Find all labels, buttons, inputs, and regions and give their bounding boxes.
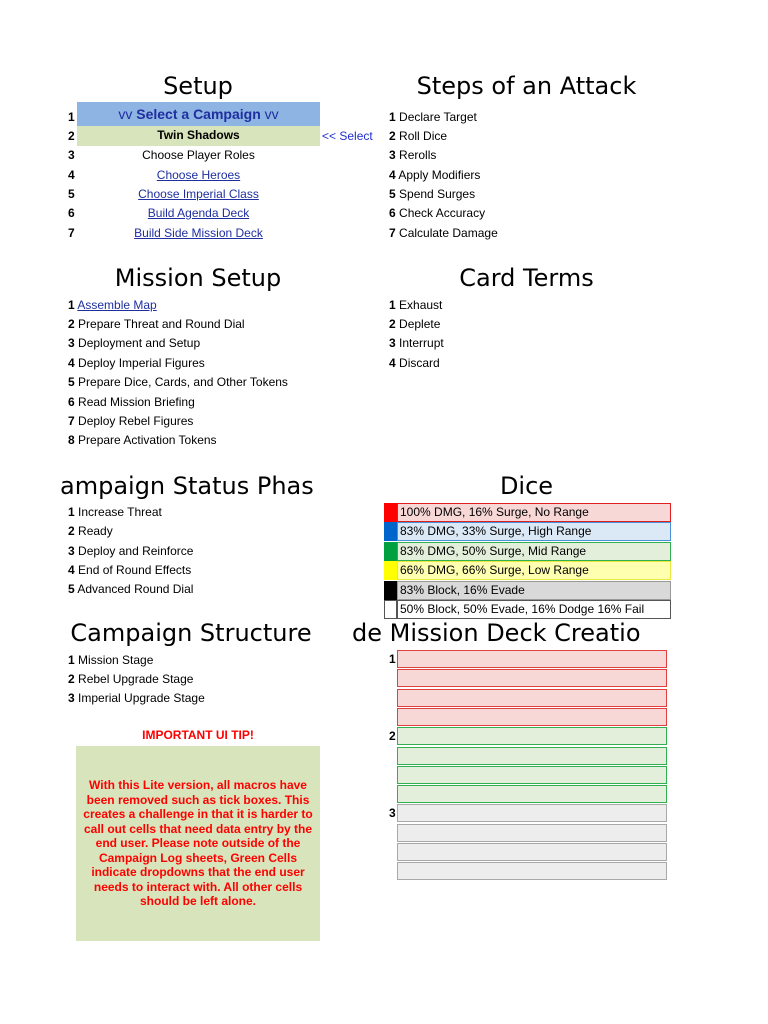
side-mission-card-cell[interactable]	[397, 824, 667, 842]
expansion-select-cell[interactable]: Twin Shadows	[77, 126, 320, 146]
mission-setup-step	[68, 354, 205, 374]
attack-step-num: 2	[389, 129, 396, 143]
attack-step-num: 6	[389, 206, 396, 220]
choose-imperial-class-text: Choose Imperial Class	[138, 187, 259, 201]
side-mission-group-num: 3	[389, 806, 396, 821]
attack-step-num: 3	[389, 148, 396, 162]
setup-num-2: 2	[68, 129, 75, 143]
campaign-structure-text: Imperial Upgrade Stage	[78, 691, 205, 705]
side-mission-card-cell[interactable]	[397, 804, 667, 822]
mission-setup-text: Prepare Threat and Round Dial	[78, 317, 245, 331]
card-term-text: Interrupt	[399, 336, 444, 350]
status-phase-text: Ready	[78, 524, 113, 538]
mission-setup-step	[68, 393, 195, 413]
dice-color-swatch	[384, 522, 397, 541]
campaign-structure-title: Campaign Structure	[70, 619, 312, 647]
side-mission-card-cell[interactable]	[397, 747, 667, 765]
build-side-mission-deck-text: Build Side Mission Deck	[134, 226, 263, 240]
dice-title: Dice	[499, 472, 554, 500]
dice-color-swatch	[384, 600, 397, 619]
attack-step-text: Declare Target	[399, 110, 477, 124]
side-mission-card-cell[interactable]	[397, 843, 667, 861]
side-mission-title: de Mission Deck Creatio	[352, 619, 641, 647]
dice-color-swatch	[384, 561, 397, 580]
setup-title: Setup	[163, 72, 233, 100]
attack-step	[389, 146, 436, 166]
campaign-select-cell[interactable]	[77, 102, 320, 126]
attack-step-num: 4	[389, 168, 396, 182]
status-phase-title: ampaign Status Phas	[60, 472, 314, 500]
side-mission-card-cell[interactable]	[397, 862, 667, 880]
attack-step-num: 7	[389, 226, 396, 240]
dice-row	[384, 503, 669, 522]
mission-setup-num: 1	[68, 298, 75, 312]
dice-row	[384, 522, 669, 541]
card-term	[389, 334, 444, 354]
status-phase-text: Advanced Round Dial	[77, 582, 194, 596]
setup-num-5: 5	[68, 187, 75, 201]
status-phase-text: Deploy and Reinforce	[78, 544, 194, 558]
dice-row	[384, 581, 669, 600]
campaign-structure-step	[68, 670, 193, 690]
mission-setup-step[interactable]	[68, 296, 157, 316]
dice-row	[384, 600, 669, 619]
card-term-text: Deplete	[399, 317, 441, 331]
dice-color-swatch	[384, 503, 397, 522]
attack-step	[389, 204, 485, 224]
campaign-structure-num: 1	[68, 653, 75, 667]
dice-description: 83% DMG, 50% Surge, Mid Range	[397, 542, 671, 561]
mission-setup-text: Prepare Activation Tokens	[78, 433, 217, 447]
side-mission-card-cell[interactable]	[397, 650, 667, 668]
mission-setup-title: Mission Setup	[114, 264, 282, 292]
card-term-text: Discard	[399, 356, 440, 370]
select-hint: << Select	[322, 129, 373, 143]
campaign-structure-text: Rebel Upgrade Stage	[78, 672, 194, 686]
card-term-num: 2	[389, 317, 396, 331]
attack-step-text: Rerolls	[399, 148, 437, 162]
assemble-map-link[interactable]: Assemble Map	[77, 298, 157, 312]
side-mission-card-cell[interactable]	[397, 689, 667, 707]
attack-step-text: Check Accuracy	[399, 206, 486, 220]
mission-setup-num: 7	[68, 414, 75, 428]
card-term	[389, 354, 440, 374]
status-phase-step	[68, 561, 191, 581]
setup-num-4: 4	[68, 168, 75, 182]
status-phase-text: Increase Threat	[78, 505, 162, 519]
setup-num-6: 6	[68, 206, 75, 220]
side-mission-group-num: 2	[389, 729, 396, 744]
dice-description: 66% DMG, 66% Surge, Low Range	[397, 561, 671, 580]
side-mission-card-cell[interactable]	[397, 766, 667, 784]
mission-setup-text: Prepare Dice, Cards, and Other Tokens	[78, 375, 288, 389]
setup-num-1: 1	[68, 110, 75, 124]
attack-step-text: Roll Dice	[399, 129, 448, 143]
status-phase-num: 1	[68, 505, 75, 519]
card-term	[389, 315, 440, 335]
build-side-mission-deck-link[interactable]	[77, 224, 320, 244]
side-mission-card-cell[interactable]	[397, 708, 667, 726]
campaign-structure-text: Mission Stage	[78, 653, 154, 667]
campaign-structure-step	[68, 689, 205, 709]
card-term-num: 3	[389, 336, 396, 350]
mission-setup-num: 2	[68, 317, 75, 331]
status-phase-num: 4	[68, 563, 75, 577]
campaign-select-suffix: vv	[260, 106, 279, 122]
status-phase-step	[68, 580, 193, 600]
mission-setup-step	[68, 334, 200, 354]
build-agenda-deck-link[interactable]	[77, 204, 320, 224]
dice-description: 83% DMG, 33% Surge, High Range	[397, 522, 671, 541]
mission-setup-num: 5	[68, 375, 75, 389]
mission-setup-step	[68, 373, 288, 393]
card-term-text: Exhaust	[399, 298, 443, 312]
campaign-structure-step	[68, 651, 153, 671]
side-mission-group-num: 1	[389, 652, 396, 666]
attack-step	[389, 127, 447, 147]
dice-description: 100% DMG, 16% Surge, No Range	[397, 503, 671, 522]
mission-setup-text: Read Mission Briefing	[78, 395, 195, 409]
side-mission-card-cell[interactable]	[397, 727, 667, 745]
attack-step	[389, 166, 480, 186]
choose-heroes-link[interactable]	[77, 166, 320, 186]
status-phase-text: End of Round Effects	[78, 563, 192, 577]
dice-description: 83% Block, 16% Evade	[397, 581, 671, 600]
attack-step-num: 5	[389, 187, 396, 201]
card-term-num: 4	[389, 356, 396, 370]
build-agenda-deck-text: Build Agenda Deck	[147, 206, 250, 220]
attack-step-text: Spend Surges	[399, 187, 476, 201]
mission-setup-step	[68, 315, 245, 335]
status-phase-num: 5	[68, 582, 75, 596]
side-mission-card-cell[interactable]	[397, 785, 667, 803]
choose-player-roles: Choose Player Roles	[142, 148, 255, 162]
status-phase-step	[68, 522, 113, 542]
card-terms-title: Card Terms	[459, 264, 594, 292]
attack-step-num: 1	[389, 110, 396, 124]
choose-heroes-text: Choose Heroes	[156, 168, 241, 182]
status-phase-step	[68, 503, 162, 523]
setup-num-3: 3	[68, 148, 75, 162]
setup-num-7: 7	[68, 226, 75, 240]
attack-step	[389, 185, 475, 205]
mission-setup-text: Deploy Imperial Figures	[78, 356, 205, 370]
dice-description: 50% Block, 50% Evade, 16% Dodge 16% Fail	[397, 600, 671, 619]
status-phase-num: 3	[68, 544, 75, 558]
campaign-structure-num: 2	[68, 672, 75, 686]
attack-step-text: Calculate Damage	[399, 226, 498, 240]
attack-step	[389, 108, 477, 128]
mission-setup-num: 6	[68, 395, 75, 409]
status-phase-num: 2	[68, 524, 75, 538]
mission-setup-step	[68, 412, 193, 432]
side-mission-card-cell[interactable]	[397, 669, 667, 687]
mission-setup-num: 8	[68, 433, 75, 447]
dice-color-swatch	[384, 581, 397, 600]
attack-title: Steps of an Attack	[416, 72, 637, 100]
mission-setup-text: Deploy Rebel Figures	[78, 414, 194, 428]
campaign-select-prefix: vv	[118, 106, 137, 122]
choose-imperial-class-link[interactable]	[77, 185, 320, 205]
attack-step	[389, 224, 498, 244]
card-term-num: 1	[389, 298, 396, 312]
mission-setup-step	[68, 431, 217, 451]
dice-row	[384, 561, 669, 580]
status-phase-step	[68, 542, 193, 562]
campaign-select-label: Select a Campaign	[136, 106, 261, 122]
campaign-structure-num: 3	[68, 691, 75, 705]
mission-setup-num: 4	[68, 356, 75, 370]
mission-setup-text: Deployment and Setup	[78, 336, 201, 350]
dice-row	[384, 542, 669, 561]
tip-heading: IMPORTANT UI TIP!	[142, 728, 254, 742]
dice-color-swatch	[384, 542, 397, 561]
attack-step-text: Apply Modifiers	[398, 168, 481, 182]
tip-body: With this Lite version, all macros have been removed such as tick boxes. This creates a challenge in that it is harder to call out cells that need data entry by the end user. Please note outside of the Campaign Log sheets, Green Cells indicate dropdowns that the end user needs to interact with. All other cells should be left alone.	[83, 778, 313, 908]
mission-setup-num: 3	[68, 336, 75, 350]
card-term	[389, 296, 442, 316]
